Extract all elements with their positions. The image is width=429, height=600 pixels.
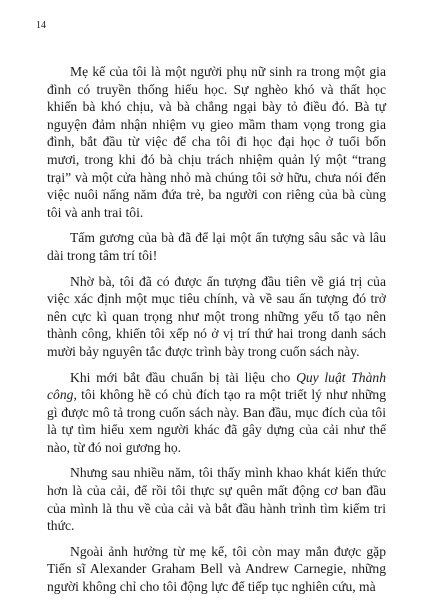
- paragraph-book-preparation-start: Khi mới bắt đầu chuẩn bị tài liệu cho: [70, 369, 297, 385]
- page-number: 14: [36, 20, 46, 31]
- paragraph-book-preparation: [47, 369, 386, 457]
- paragraph-main-goal: Nhờ bà, tôi đã có được ấn tượng đầu tiên về giá trị của việc xác định một mục tiêu chính, và về sau ấn tượng đó trở nên cực kì quan trọng như một trong những yếu tố tạo nên thành công, khiến tôi xếp nó ở vị trí thứ hai trong danh sách mười bảy nguyên tắc được trình bày trong cuốn sách này.: [47, 273, 386, 359]
- paragraph-stepmother-intro: Mẹ kế của tôi là một người phụ nữ sinh ra trong một gia đình có truyền thống hiếu học. Sự nghèo khó và thất học khiến bà khó chịu, và bà chẳng ngại bày tỏ điều đó. Bà tự nguyện đảm nhận nhiệm vụ gieo mầm tham vọng trong gia đình, bắt đầu từ việc để cha tôi đi học đại học ở tuổi bốn mươi, trong khi đó bà chịu trách nhiệm quản lý một “trang trại” và một cửa hàng nhỏ mà chúng tôi sở hữu, chưa nói đến việc nuôi nấng năm đứa trẻ, ba người con riêng của bà cùng tôi và anh trai tôi.: [47, 64, 386, 220]
- paragraph-role-model: Tấm gương của bà đã để lại một ấn tượng sâu sắc và lâu dài trong tâm trí tôi!: [47, 230, 386, 263]
- paragraph-book-preparation-end: , tôi không hề có chủ đích tạo ra một triết lý như những gì được mô tả trong cuốn sách này. Ban đầu, mục đích của tôi là tự tìm hiểu xem người khác đã gây dựng của cải như thế nào, từ đó noi gương họ.: [47, 387, 386, 455]
- paragraph-bell-carnegie: Ngoài ảnh hưởng từ mẹ kế, tôi còn may mắn được gặp Tiến sĩ Alexander Graham Bell và Andrew Carnegie, những người không chỉ cho tôi động lực để tiếp tục nghiên cứu, mà: [47, 543, 386, 595]
- text-body: [47, 63, 386, 596]
- paragraph-knowledge: Nhưng sau nhiều năm, tôi thấy mình khao khát kiến thức hơn là của cải, để rồi tôi thực sự quên mất động cơ ban đầu của mình là thu về của cải và bắt đầu hành trình tìm kiếm tri thức.: [47, 465, 386, 534]
- book-title: Quy luật Thành công: [47, 369, 386, 403]
